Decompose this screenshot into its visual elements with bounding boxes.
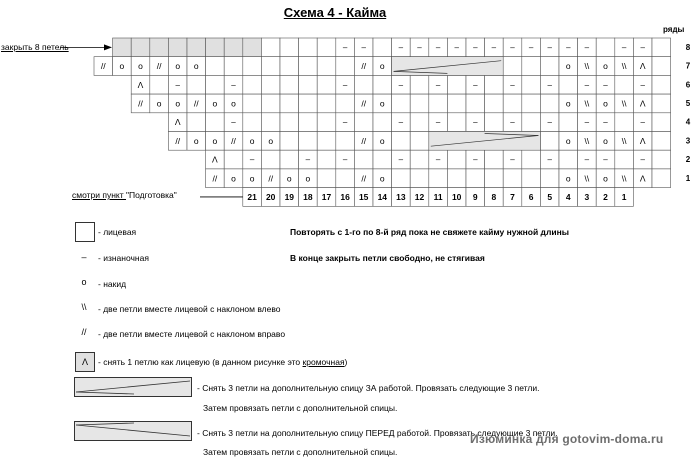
left-decrease-symbol: \\: [81, 302, 87, 312]
stitch-symbol: –: [435, 80, 441, 90]
row-number: 2: [685, 155, 691, 165]
legend-yarnover: - накид: [98, 279, 127, 289]
stitch-symbol: –: [640, 155, 645, 165]
stitch-symbol: Λ: [639, 173, 646, 184]
chart-cell: [206, 75, 225, 94]
chart-cell: [206, 113, 225, 132]
stitch-symbol: o: [138, 61, 143, 72]
chart-cell: [503, 94, 522, 113]
stitch-symbol: o: [175, 61, 181, 72]
stitch-symbol: //: [361, 98, 367, 109]
stitch-symbol: //: [156, 61, 162, 72]
chart-cell: [243, 75, 262, 94]
stitch-symbol: o: [175, 98, 181, 109]
purl-symbol: –: [81, 252, 87, 262]
chart-cell: [317, 94, 336, 113]
chart-cell: [131, 38, 150, 57]
stitch-symbol: –: [510, 155, 515, 165]
legend-slip-link: кромочная: [302, 357, 345, 367]
legend-cable-front-line1: - Снять 3 петли на дополнительную спицу ПЕРЕД работой. Провязать следующие 3 петли.: [197, 428, 558, 438]
chart-cell: [243, 94, 262, 113]
stitch-symbol: –: [584, 155, 590, 165]
stitch-symbol: –: [584, 80, 590, 90]
legend-left-decrease: - две петли вместе лицевой с наклоном влево: [98, 304, 281, 314]
chart-cell: [299, 113, 318, 132]
chart-cell: [429, 169, 448, 188]
chart-cell: [559, 150, 578, 169]
stitch-symbol: Λ: [639, 98, 646, 109]
watermark: Изюминка для gotovim-doma.ru: [470, 432, 664, 446]
stitch-symbol: Λ: [639, 135, 646, 146]
column-number: 15: [358, 191, 369, 202]
chart-cell: [522, 150, 541, 169]
chart-cell: [522, 113, 541, 132]
chart-cell: [373, 113, 392, 132]
close-stitches-label: закрыть 8 петель: [1, 42, 69, 52]
stitch-symbol: o: [565, 173, 571, 184]
stitch-symbol: o: [249, 135, 255, 146]
chart-cell: [317, 113, 336, 132]
stitch-symbol: Λ: [174, 117, 181, 128]
chart-cell: [540, 169, 559, 188]
legend-right-decrease: - две петли вместе лицевой с наклоном вправо: [98, 329, 286, 339]
note-repeat: Повторять с 1-го по 8-й ряд пока не свяжете кайму нужной длины: [290, 227, 569, 237]
chart-cell: [652, 113, 671, 132]
chart-cell: [485, 113, 504, 132]
stitch-symbol: \\: [621, 173, 627, 184]
stitch-symbol: o: [231, 98, 236, 109]
chart-cell: [299, 75, 318, 94]
stitch-symbol: –: [510, 80, 515, 90]
knit-symbol-box: [75, 222, 95, 242]
stitch-symbol: //: [175, 135, 181, 146]
chart-cell: [224, 57, 243, 76]
chart-cell: [224, 38, 243, 57]
column-number: 11: [433, 191, 443, 202]
chart-cell: [447, 75, 466, 94]
chart-cell: [317, 38, 336, 57]
chart-cell: [373, 150, 392, 169]
chart-cell: [354, 113, 373, 132]
stitch-symbol: –: [584, 117, 590, 127]
stitch-symbol: –: [435, 42, 441, 52]
chart-cell: [410, 94, 429, 113]
column-number: 17: [321, 191, 332, 202]
stitch-symbol: –: [603, 117, 608, 127]
stitch-symbol: –: [342, 80, 348, 90]
stitch-symbol: –: [640, 80, 645, 90]
stitch-symbol: –: [640, 42, 645, 52]
stitch-symbol: //: [100, 61, 106, 72]
chart-cell: [392, 94, 411, 113]
chart-cell: [466, 169, 485, 188]
stitch-symbol: –: [398, 42, 404, 52]
chart-cell: [243, 38, 262, 57]
column-number: 9: [472, 191, 478, 202]
chart-cell: [280, 150, 299, 169]
chart-cell: [280, 57, 299, 76]
column-number: 2: [603, 191, 608, 202]
chart-cell: [392, 132, 411, 151]
stitch-symbol: –: [398, 80, 404, 90]
chart-cell: [243, 57, 262, 76]
stitch-symbol: –: [417, 42, 422, 52]
chart-cell: [317, 150, 336, 169]
stitch-symbol: –: [473, 155, 478, 165]
stitch-symbol: \\: [584, 98, 590, 109]
slip-symbol-box: [75, 352, 95, 372]
chart-cell: [503, 57, 522, 76]
stitch-symbol: //: [138, 98, 143, 109]
stitch-symbol: o: [603, 135, 608, 146]
chart-cell: [261, 113, 280, 132]
stitch-symbol: –: [603, 155, 608, 165]
legend-cable-back-line1: - Снять 3 петли на дополнительную спицу ЗА работой. Провязать следующие 3 петли.: [197, 383, 540, 393]
stitch-symbol: –: [547, 42, 552, 52]
chart-cell: [150, 38, 169, 57]
chart-cell: [485, 150, 504, 169]
chart-cell: [540, 57, 559, 76]
chart-cell: [373, 75, 392, 94]
stitch-symbol: –: [547, 80, 552, 90]
stitch-symbol: –: [361, 42, 366, 52]
chart-cell: [540, 94, 559, 113]
stitch-symbol: //: [268, 173, 274, 184]
chart-cell: [652, 75, 671, 94]
chart-title: Схема 4 - Кайма: [283, 5, 387, 20]
column-number: 16: [340, 191, 350, 202]
chart-cell: [336, 132, 355, 151]
chart-cell: [150, 75, 169, 94]
column-number: 6: [528, 191, 534, 202]
column-number: 21: [247, 191, 257, 202]
stitch-symbol: \\: [621, 61, 627, 72]
stitch-symbol: –: [249, 155, 255, 165]
chart-cell: [447, 150, 466, 169]
legend-purl: - изнаночная: [98, 253, 149, 263]
chart-cell: [168, 38, 187, 57]
chart-cell: [336, 169, 355, 188]
stitch-symbol: –: [491, 42, 497, 52]
chart-cell: [317, 169, 336, 188]
chart-cell: [392, 169, 411, 188]
stitch-symbol: o: [379, 61, 385, 72]
stitch-symbol: o: [268, 135, 274, 146]
chart-cell: [410, 75, 429, 94]
chart-cell: [206, 38, 225, 57]
chart-cell: [113, 38, 132, 57]
cable-front-symbol: [74, 421, 194, 445]
stitch-symbol: o: [249, 173, 255, 184]
chart-cell: [503, 169, 522, 188]
chart-cell: [187, 113, 206, 132]
chart-cell: [652, 150, 671, 169]
column-number: 10: [451, 191, 462, 202]
slip-symbol: Λ: [81, 357, 88, 367]
chart-cell: [261, 150, 280, 169]
chart-cell: [261, 94, 280, 113]
column-number: 12: [414, 191, 425, 202]
stitch-symbol: o: [156, 98, 162, 109]
stitch-symbol: –: [342, 42, 348, 52]
chart-cell: [522, 75, 541, 94]
stitch-symbol: o: [379, 98, 385, 109]
chart-cell: [261, 38, 280, 57]
row-number: 1: [685, 173, 691, 183]
chart-cell: [652, 132, 671, 151]
stitch-symbol: o: [565, 61, 571, 72]
chart-cell: [317, 57, 336, 76]
stitch-symbol: \\: [584, 173, 590, 184]
column-number: 20: [265, 191, 276, 202]
column-number: 13: [396, 191, 406, 202]
stitch-symbol: o: [603, 61, 608, 72]
chart-cell: [336, 57, 355, 76]
stitch-symbol: o: [379, 173, 385, 184]
legend-cable-front-line2: Затем провязать петли с дополнительной спицы.: [203, 447, 398, 457]
column-number: 1: [621, 191, 627, 202]
stitch-symbol: –: [473, 42, 478, 52]
chart-cell: [410, 150, 429, 169]
column-number: 4: [565, 191, 571, 202]
stitch-symbol: o: [212, 135, 218, 146]
chart-cell: [485, 75, 504, 94]
chart-cell: [280, 94, 299, 113]
stitch-symbol: o: [305, 173, 311, 184]
stitch-symbol: \\: [621, 98, 627, 109]
legend-knit: - лицевая: [98, 227, 137, 237]
chart-cell: [280, 132, 299, 151]
stitch-symbol: –: [231, 80, 236, 90]
chart-cell: [652, 57, 671, 76]
stitch-symbol: –: [231, 117, 236, 127]
chart-cell: [559, 75, 578, 94]
column-number: 8: [491, 191, 497, 202]
chart-cell: [447, 94, 466, 113]
row-number: 6: [685, 80, 691, 90]
chart-cell: [615, 75, 634, 94]
chart-cell: [354, 150, 373, 169]
chart-cell: [299, 57, 318, 76]
chart-cell: [522, 94, 541, 113]
chart-cell: [224, 150, 243, 169]
chart-cell: [615, 113, 634, 132]
chart-cell: [187, 75, 206, 94]
chart-cell: [280, 113, 299, 132]
chart-cell: [485, 94, 504, 113]
chart-cell: [317, 75, 336, 94]
chart-cell: [447, 169, 466, 188]
chart-cell: [299, 94, 318, 113]
see-preparation-label: [72, 190, 177, 200]
legend-cable-back-line2: Затем провязать петли с дополнительной спицы.: [203, 403, 398, 413]
stitch-symbol: o: [379, 135, 385, 146]
column-number: 7: [510, 191, 515, 202]
right-decrease-symbol: //: [81, 327, 87, 337]
chart-cell: [410, 169, 429, 188]
chart-cell: [652, 38, 671, 57]
row-number: 3: [685, 136, 691, 146]
row-number: 5: [685, 98, 691, 108]
column-number: 14: [377, 191, 388, 202]
stitch-symbol: o: [603, 98, 608, 109]
stitch-symbol: –: [584, 42, 590, 52]
stitch-symbol: o: [193, 61, 199, 72]
stitch-symbol: –: [175, 80, 180, 90]
see-prefix: смотри пункт: [72, 190, 126, 200]
stitch-symbol: //: [361, 61, 367, 72]
row-number: 4: [685, 117, 691, 127]
stitch-symbol: //: [361, 135, 367, 146]
stitch-symbol: –: [621, 42, 627, 52]
stitch-symbol: –: [398, 155, 404, 165]
stitch-symbol: //: [193, 98, 199, 109]
chart-cell: [187, 38, 206, 57]
stitch-symbol: o: [212, 98, 218, 109]
stitch-symbol: Λ: [639, 61, 646, 72]
chart-cell: [336, 94, 355, 113]
stitch-symbol: –: [547, 155, 552, 165]
stitch-symbol: –: [435, 117, 441, 127]
stitch-symbol: –: [398, 117, 404, 127]
chart-cell: [429, 94, 448, 113]
chart-cell: [410, 132, 429, 151]
stitch-symbol: –: [510, 42, 515, 52]
stitch-symbol: –: [305, 155, 311, 165]
column-number: 18: [303, 191, 313, 202]
stitch-symbol: Λ: [137, 79, 144, 90]
chart-cell: [522, 169, 541, 188]
row-number: 7: [685, 61, 691, 71]
chart-cell: [299, 132, 318, 151]
chart-cell: [615, 150, 634, 169]
chart-cell: [652, 94, 671, 113]
stitch-symbol: Λ: [212, 154, 218, 165]
chart-cell: [354, 75, 373, 94]
stitch-symbol: –: [566, 42, 571, 52]
stitch-symbol: o: [565, 135, 571, 146]
chart-cell: [280, 38, 299, 57]
column-number: 3: [584, 191, 590, 202]
chart-cell: [559, 113, 578, 132]
see-link: "Подготовка": [125, 190, 177, 200]
stitch-symbol: –: [603, 80, 608, 90]
yarnover-symbol: o: [81, 277, 87, 287]
legend-slip-prefix: - снять 1 петлю как лицевую (в данном рисунке это: [98, 357, 303, 367]
stitch-symbol: –: [342, 155, 348, 165]
stitch-symbol: o: [603, 173, 608, 184]
row-number: 8: [685, 42, 691, 52]
stitch-symbol: o: [119, 61, 125, 72]
chart-cell: [466, 94, 485, 113]
stitch-symbol: –: [435, 155, 441, 165]
stitch-symbol: –: [342, 117, 348, 127]
chart-cell: [206, 57, 225, 76]
column-number: 19: [284, 191, 295, 202]
stitch-symbol: –: [454, 42, 459, 52]
chart-cell: [447, 113, 466, 132]
chart-cell: [261, 57, 280, 76]
note-finish: В конце закрыть петли свободно, не стягивая: [290, 253, 485, 263]
stitch-symbol: –: [528, 42, 534, 52]
chart-cell: [652, 169, 671, 188]
chart-cell: [485, 169, 504, 188]
stitch-symbol: –: [510, 117, 515, 127]
stitch-symbol: –: [640, 117, 645, 127]
stitch-symbol: //: [231, 135, 236, 146]
stitch-symbol: \\: [584, 61, 590, 72]
chart-cell: [317, 132, 336, 151]
stitch-symbol: –: [547, 117, 552, 127]
chart-cell: [410, 113, 429, 132]
stitch-symbol: –: [473, 117, 478, 127]
stitch-symbol: //: [212, 173, 218, 184]
close-arrow-head: [104, 44, 112, 50]
chart-cell: [373, 38, 392, 57]
legend-slip-suffix: ): [344, 357, 348, 367]
chart-cell: [280, 75, 299, 94]
stitch-symbol: o: [231, 173, 236, 184]
stitch-symbol: o: [565, 98, 571, 109]
stitch-symbol: \\: [621, 135, 627, 146]
stitch-symbol: –: [473, 80, 478, 90]
chart-cell: [596, 38, 615, 57]
column-number: 5: [547, 191, 553, 202]
chart-cell: [243, 113, 262, 132]
chart-cell: [540, 132, 559, 151]
chart-cell: [261, 75, 280, 94]
stitch-symbol: \\: [584, 135, 590, 146]
rows-header: ряды: [663, 25, 685, 34]
stitch-symbol: //: [361, 173, 367, 184]
stitch-symbol: o: [286, 173, 292, 184]
chart-cell: [299, 38, 318, 57]
legend-slip: [98, 357, 347, 367]
cable-back-symbol: [74, 377, 194, 401]
chart-cell: [522, 57, 541, 76]
stitch-symbol: o: [193, 135, 199, 146]
